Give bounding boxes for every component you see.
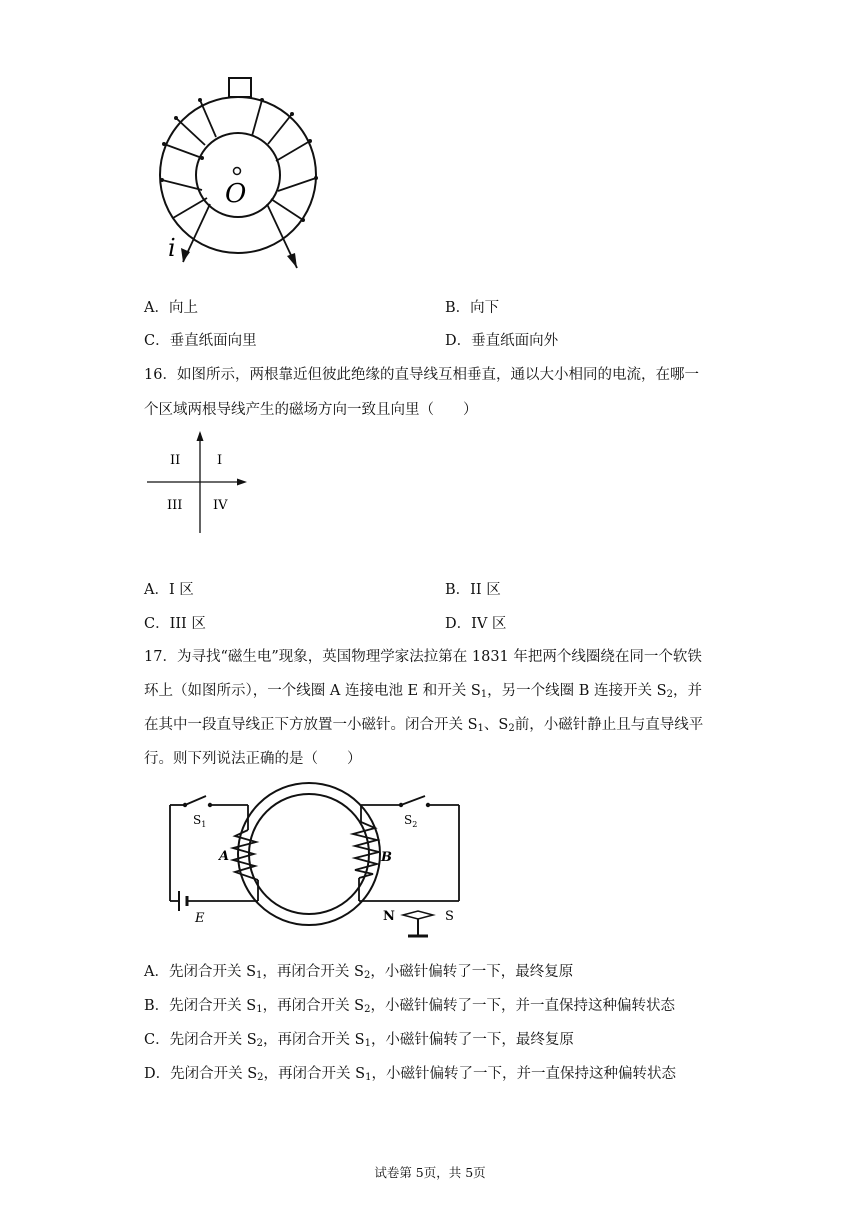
q16-stem-line2: 个区域两根导线产生的磁场方向一致且向里（ ） [144, 402, 478, 418]
q17-stem-line1: 17．为寻找“磁生电”现象，英国物理学家法拉第在 1831 年把两个线圈绕在同一个软铁 [144, 649, 702, 665]
page-footer: 试卷第 5页，共 5页 [374, 1165, 486, 1180]
q15-option-b[interactable]: B．向下 [445, 300, 500, 316]
coil-a [233, 830, 258, 880]
q16-option-b[interactable]: B．II 区 [445, 582, 501, 598]
q16-option-d[interactable]: D．IV 区 [445, 616, 507, 632]
q16-option-a[interactable]: A．I 区 [144, 582, 194, 598]
crossed-wires-figure [140, 425, 255, 535]
q17-option-d[interactable]: D．先闭合开关 $S_2$，再闭合开关 $S_1$，小磁针偏转了一下，并一直保持这种偏转状态 [144, 1066, 676, 1083]
q17-option-c[interactable]: C．先闭合开关 $S_2$，再闭合开关 $S_1$，小磁针偏转了一下，最终复原 [144, 1032, 574, 1049]
iron-ring-inner [249, 794, 369, 914]
quadrant-label-iii: III [167, 498, 183, 513]
q17-stem-line4: 行。则下列说法正确的是（ ） [144, 751, 362, 767]
label-battery-e: E [195, 911, 205, 926]
quadrant-label-ii: II [170, 453, 181, 468]
center-label: O [225, 179, 247, 209]
label-coil-b: B [381, 850, 392, 865]
q17-option-b[interactable]: B．先闭合开关 $S_1$，再闭合开关 $S_2$，小磁针偏转了一下，并一直保持这种偏转状态 [144, 998, 675, 1015]
current-out-arrow [287, 253, 297, 268]
q15-option-d[interactable]: D．垂直纸面向外 [445, 333, 559, 349]
iron-ring-outer [238, 783, 380, 925]
q15-option-c[interactable]: C．垂直纸面向里 [144, 333, 257, 349]
faraday-ring-figure [163, 778, 473, 948]
compass-needle [403, 911, 433, 936]
q16-stem-line1: 16．如图所示，两根靠近但彼此绝缘的直导线互相垂直，通以大小相同的电流，在哪一 [144, 367, 699, 383]
quadrant-label-i: I [217, 453, 223, 468]
label-s2: $S_2$ [404, 813, 418, 829]
label-needle-s: S [445, 909, 454, 924]
label-coil-a: A [219, 849, 230, 864]
right-circuit [359, 796, 459, 901]
q17-stem-line3: 在其中一段直导线正下方放置一小磁针。闭合开关 $S_1$、$S_2$前，小磁针静止且与直导线平 [144, 717, 704, 734]
toroid-coil-figure [150, 70, 330, 275]
center-point [234, 168, 241, 175]
vertical-wire-arrow [197, 431, 204, 441]
label-needle-n: N [383, 909, 395, 924]
label-s1: $S_1$ [193, 813, 207, 829]
switch-s2-blade [401, 796, 425, 805]
toroid-terminal-box [229, 78, 251, 97]
current-label: i [168, 234, 176, 262]
q17-stem-line2: 环上（如图所示），一个线圈 A 连接电池 E 和开关 $S_1$，另一个线圈 B 连接开关 $S_2$，并 [144, 683, 702, 700]
quadrant-label-iv: IV [213, 498, 228, 513]
switch-s1-blade [185, 796, 206, 805]
horizontal-wire-arrow [237, 479, 247, 486]
q17-option-a[interactable]: A．先闭合开关 $S_1$，再闭合开关 $S_2$，小磁针偏转了一下，最终复原 [144, 964, 574, 981]
q16-option-c[interactable]: C．III 区 [144, 616, 206, 632]
q15-option-a[interactable]: A．向上 [144, 300, 198, 316]
